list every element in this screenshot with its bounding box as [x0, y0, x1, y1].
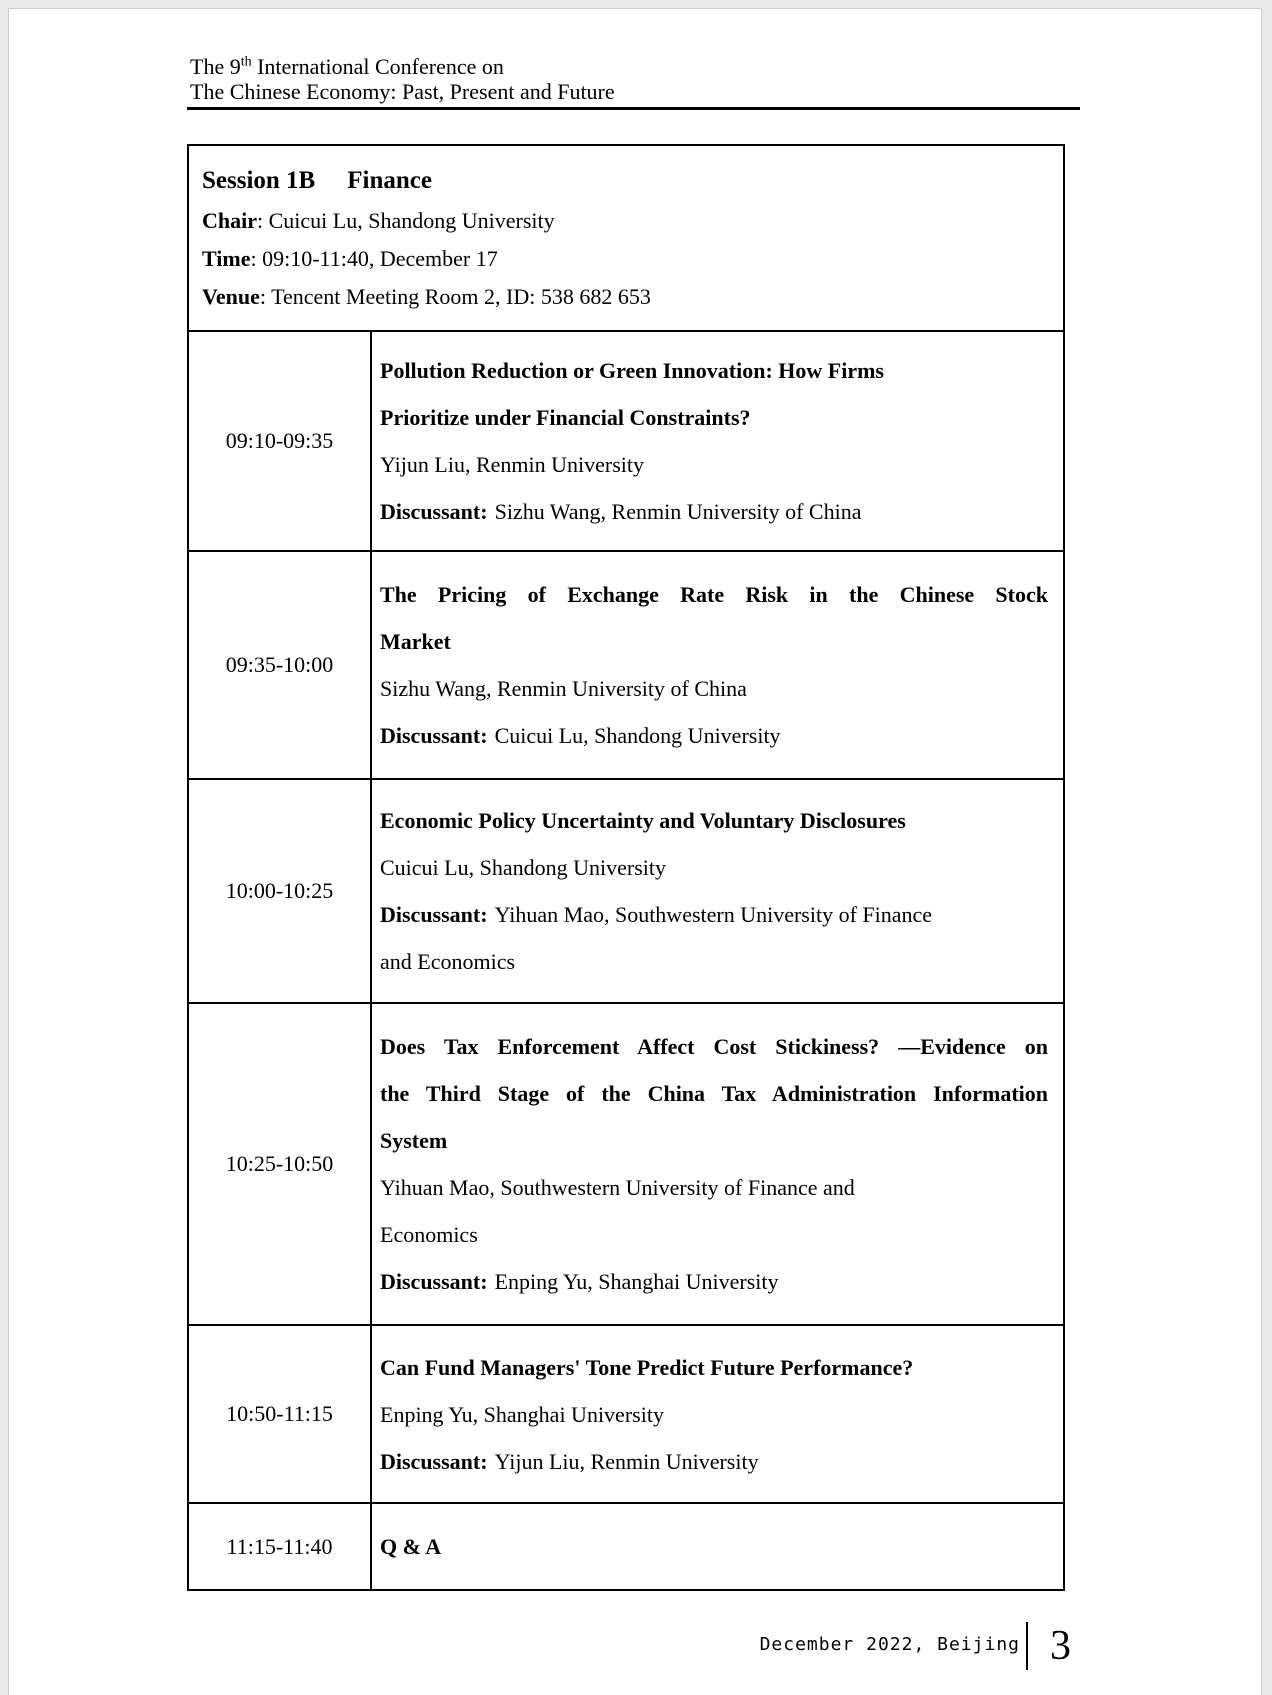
page-number: 3	[1050, 1623, 1071, 1669]
chair-value: Cuicui Lu, Shandong University	[268, 208, 555, 233]
conference-header-line2: The Chinese Economy: Past, Present and Future	[190, 79, 615, 104]
presenter: Cuicui Lu, Shandong University	[380, 855, 666, 880]
discussant-label: Discussant:	[380, 1448, 488, 1474]
header-rule	[187, 107, 1080, 110]
footer-date-location: December 2022, Beijing	[759, 1633, 1020, 1655]
footer-divider-bar	[1026, 1622, 1028, 1670]
paper-title-line: Market	[380, 629, 451, 654]
presenter: Enping Yu, Shanghai University	[380, 1401, 664, 1427]
time-slot: 09:35-10:00	[189, 552, 372, 778]
presenter-continuation: Economics	[380, 1222, 478, 1247]
paper-title-line: Economic Policy Uncertainty and Voluntary Disclosures	[380, 808, 906, 833]
talk-cell	[372, 1004, 1063, 1324]
presenter: Yijun Liu, Renmin University	[380, 452, 644, 477]
presenter: Yihuan Mao, Southwestern University of Finance and	[380, 1175, 855, 1200]
discussant-label: Discussant:	[380, 902, 488, 927]
session-schedule-table	[187, 144, 1065, 1591]
session-title	[202, 160, 1063, 202]
discussant-line	[380, 712, 1048, 759]
session-time	[202, 240, 1063, 278]
paper-title-line: the Third Stage of the China Tax Administration Information	[380, 1081, 1048, 1106]
conference-header	[190, 54, 615, 104]
schedule-row	[189, 780, 1063, 1004]
time-slot: 10:50-11:15	[189, 1326, 372, 1502]
discussant-name: Enping Yu, Shanghai University	[494, 1269, 779, 1294]
discussant-name: Yijun Liu, Renmin University	[494, 1448, 759, 1474]
discussant-name: Cuicui Lu, Shandong University	[494, 723, 781, 748]
discussant-continuation: and Economics	[380, 949, 516, 974]
chair-separator: :	[257, 208, 269, 233]
time-slot: 10:25-10:50	[189, 1004, 372, 1324]
discussant-label: Discussant:	[380, 723, 488, 748]
header-line1-superscript: th	[240, 54, 252, 70]
schedule-row	[189, 552, 1063, 780]
discussant-line	[380, 1258, 1048, 1305]
talk-cell	[372, 1504, 1063, 1589]
time-separator: :	[250, 246, 263, 271]
paper-title-line: System	[380, 1128, 448, 1153]
session-venue	[202, 278, 1063, 316]
session-topic: Finance	[347, 167, 432, 194]
header-line1-prefix: The 9	[190, 54, 241, 79]
paper-title-line: Pollution Reduction or Green Innovation: How Firms	[380, 358, 884, 383]
session-info-cell	[189, 146, 1063, 332]
qa-label: Q & A	[380, 1534, 442, 1559]
chair-label: Chair	[202, 208, 257, 233]
discussant-line	[380, 891, 1048, 938]
talk-cell	[372, 552, 1063, 778]
discussant-line	[380, 488, 1048, 535]
discussant-line	[380, 1438, 1048, 1485]
venue-label: Venue	[202, 284, 260, 309]
conference-header-line1	[190, 54, 615, 79]
discussant-label: Discussant:	[380, 1269, 488, 1294]
venue-value: Tencent Meeting Room 2, ID: 538 682 653	[271, 284, 651, 309]
talk-cell	[372, 1326, 1063, 1502]
paper-title-line: The Pricing of Exchange Rate Risk in the Chinese Stock	[380, 582, 1048, 607]
paper-title-line: Prioritize under Financial Constraints?	[380, 405, 751, 430]
schedule-row	[189, 332, 1063, 552]
talk-cell	[372, 780, 1063, 1002]
schedule-row	[189, 1504, 1063, 1589]
talk-cell	[372, 332, 1063, 550]
header-line1-suffix: International Conference on	[251, 54, 504, 79]
page-footer	[0, 1622, 1090, 1670]
time-slot: 09:10-09:35	[189, 332, 372, 550]
session-label: Session 1B	[202, 167, 316, 194]
paper-title-line: Does Tax Enforcement Affect Cost Stickiness? —Evidence on	[380, 1034, 1048, 1059]
venue-separator: :	[259, 284, 272, 309]
discussant-label: Discussant:	[380, 499, 488, 524]
paper-title-line: Can Fund Managers' Tone Predict Future Performance?	[380, 1354, 914, 1380]
time-value: 09:10-11:40, December 17	[262, 246, 498, 271]
schedule-row	[189, 1004, 1063, 1326]
session-chair	[202, 202, 1063, 240]
time-slot: 11:15-11:40	[189, 1504, 372, 1589]
presenter: Sizhu Wang, Renmin University of China	[380, 676, 747, 701]
schedule-row	[189, 1326, 1063, 1504]
time-slot: 10:00-10:25	[189, 780, 372, 1002]
discussant-name: Sizhu Wang, Renmin University of China	[494, 499, 862, 524]
time-label: Time	[202, 246, 251, 271]
discussant-name: Yihuan Mao, Southwestern University of Finance	[494, 902, 933, 927]
